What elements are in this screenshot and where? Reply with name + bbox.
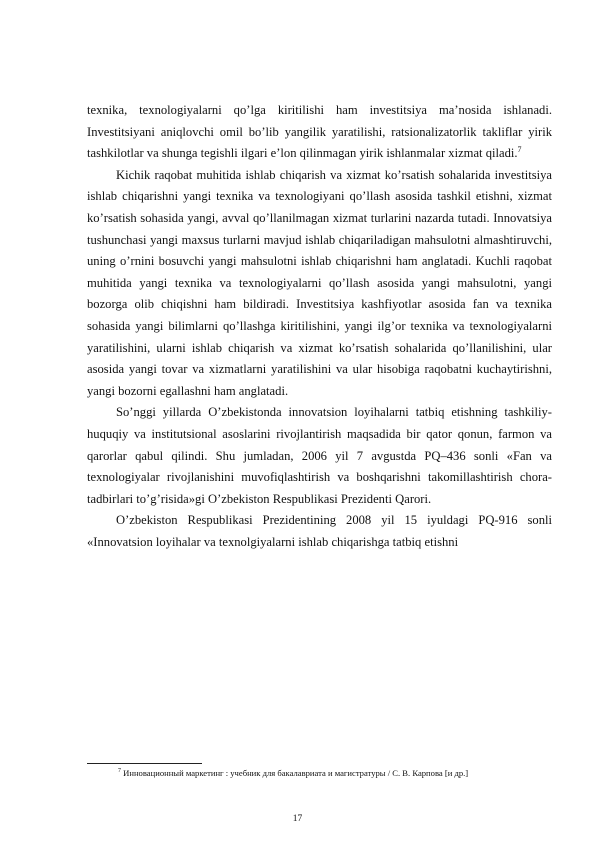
paragraph-1-text: texnika, texnologiyalarni qo’lga kiritilishi ham investitsiya ma’nosida ishlanadi. Investitsiyani aniqlovchi omil bo’lib yangilik yaratilishi, ratsionalizatorlik takliflar yirik tashkilotlar va shunga tegishli ilgari e’lon qilinmagan yirik ishlanmalar xizmat qiladi. <box>87 103 552 161</box>
body-text <box>87 100 552 553</box>
paragraph-3: So’nggi yillarda O’zbekistonda innovatsion loyihalarni tatbiq etishning tashkiliy-huquqiy va institutsional asoslarini rivojlantirish maqsadida bir qator qonun, farmon va qarorlar qabul qilindi. Shu jumladan, 2006 yil 7 avgustda PQ–436 sonli «Fan va texnologiyalar rivojlanishini muvofiqlashtirish va boshqarishni takomillashtirish chora-tadbirlari to’g’risida»gi O’zbekiston Respublikasi Prezidenti Qarori. <box>87 405 552 506</box>
footnote-separator <box>87 763 202 764</box>
footnote <box>87 768 552 779</box>
page-number: 17 <box>292 814 303 824</box>
footnote-marker: 7 <box>118 768 121 775</box>
footnote-text: Инновационный маркетинг : учебник для бакалавриата и магистратуры / С. В. Карпова [и др.] <box>123 768 469 778</box>
footnote-reference: 7 <box>517 145 522 154</box>
paragraph-2: Kichik raqobat muhitida ishlab chiqarish va xizmat ko’rsatish sohalarida investitsiya ishlab chiqarishni yangi texnika va texnologiyani qo’llash asosida tashkil etishni, xizmat ko’rsatish sohasida yangi, avval qo’llanilmagan xizmat turlarini nazarda tutadi. Innovatsiya tushunchasi yangi maxsus turlarni mavjud ishlab chiqariladigan mahsulotni almashtiruvchi, uning o’rnini bosuvchi yangi mahsulotni ishlab chiqarishni ham anglatadi. Kuchli raqobat muhitida yangi texnika va texnologiyalarni qo’llash asosida yangi mahsulotni, yangi bozorga olib chiqishni ham bildiradi. Investitsiya kashfiyotlar asosida fan va texnika sohasida yangi bilimlarni qo’llashga kiritilishini, yangi ilg’or texnika va texnologiyalarni yaratilishini, ularni ishlab chiqarish va xizmat ko’rsatish sohalarida qo’llanilishini, ular asosida yangi tovar va xizmatlarni yaratilishini va ular hisobiga raqobatni kuchaytirishni, yangi bozorni egallashni ham anglatadi. <box>87 167 552 398</box>
paragraph-1 <box>87 100 552 165</box>
paragraph-4: O’zbekiston Respublikasi Prezidentining 2008 yil 15 iyuldagi PQ-916 sonli «Innovatsion loyihalar va texnolgiyalarni ishlab chiqarishga tatbiq etishni <box>87 513 552 549</box>
